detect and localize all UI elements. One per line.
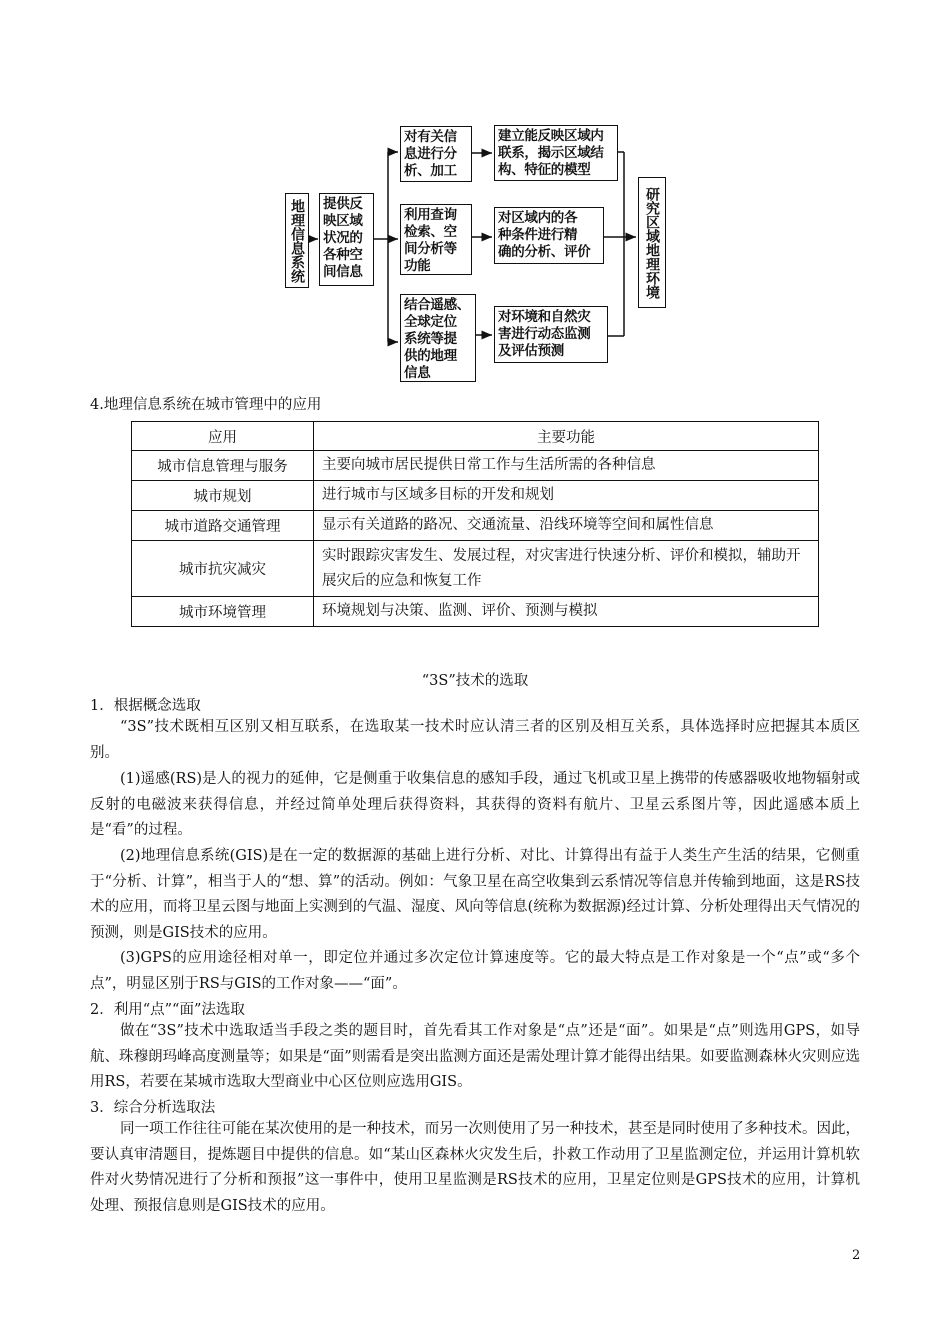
paragraph-3: 同一项工作往往可能在某次使用的是一种技术，而另一次则使用了另一种技术，甚至是同时使用了多种技术。因此，要认真审清题目，提炼题目中提供的信息。如“某山区森林火灾发生后，扑救工作动用了卫星监测定位，并运用计算机软件对火势情况进行了分析和预报”这一事件中，使用卫星监测是RS技术的应用，卫星定位则是GPS技术的应用，计算机处理、预报信息则是GIS技术的应用。: [90, 1121, 860, 1214]
table-row: [132, 597, 819, 627]
gis-label-box: 地理信息系统: [285, 193, 309, 288]
table-cell-func: 实时跟踪灾害发生、发展过程，对灾害进行快速分析、评价和模拟，辅助开展灾后的应急和恢复工作: [314, 541, 819, 597]
table-row: [132, 451, 819, 481]
table-cell-app: 城市道路交通管理: [132, 511, 314, 541]
table-cell-func: 主要向城市居民提供日常工作与生活所需的各种信息: [314, 451, 819, 481]
analysis-box: 对有关信 息进行分 析、加工: [400, 126, 472, 182]
paragraph-1-3: (3)GPS的应用途径相对单一，即定位并通过多次定位计算速度等。它的最大特点是工作对象是一个“点”或“多个点”，明显区别于RS与GIS的工作对象——“面”。: [90, 950, 860, 992]
table-cell-func: 显示有关道路的路况、交通流量、沿线环境等空间和属性信息: [314, 511, 819, 541]
gis-flow-diagram: [0, 0, 950, 400]
paragraph-1: “3S”技术既相互区别又相互联系，在选取某一技术时应认清三者的区别及相互关系，具体选择时应把握其本质区别。: [90, 719, 860, 761]
table-cell-app: 城市环境管理: [132, 597, 314, 627]
heading-3: 3．综合分析选取法: [90, 1100, 216, 1116]
paragraph-2: 做在“3S”技术中选取适当手段之类的题目时，首先看其工作对象是“点”还是“面”。如果是“点”则选用GPS，如导航、珠穆朗玛峰高度测量等；如果是“面”则需看是突出监测方面还是需处理计算才能得出结果。如要监测森林火灾则应选用RS，若要在某城市选取大型商业中心区位则应选用GIS。: [90, 1023, 860, 1090]
section-4-title: 4.地理信息系统在城市管理中的应用: [90, 397, 322, 413]
gis-application-table: [131, 421, 819, 627]
section-3s-title: “3S”技术的选取: [421, 673, 529, 689]
table-row: [132, 541, 819, 597]
table-header-row: [132, 422, 819, 451]
query-box: 利用查询 检索、空 间分析等 功能: [400, 204, 472, 275]
table-row: [132, 481, 819, 511]
table-cell-app: 城市信息管理与服务: [132, 451, 314, 481]
regional-research-box: 研究区域地理环境: [638, 177, 666, 308]
table-row: [132, 511, 819, 541]
paragraph-1-2: (2)地理信息系统(GIS)是在一定的数据源的基础上进行分析、对比、计算得出有益于人类生产生活的结果，它侧重于“分析、计算”，相当于人的“想、算”的活动。例如：气象卫星在高空收集到云系情况等信息并传输到地面，这是RS技术的应用，而将卫星云图与地面上实测到的气温、湿度、风向等信息(统称为数据源)经过计算、分析处理得出天气情况的预测，则是GIS技术的应用。: [90, 848, 860, 941]
table-cell-func: 环境规划与决策、监测、评价、预测与模拟: [314, 597, 819, 627]
evaluation-box: 对区域内的各 种条件进行精 确的分析、评价: [494, 207, 604, 264]
heading-1: 1．根据概念选取: [90, 698, 201, 714]
table-cell-app: 城市规划: [132, 481, 314, 511]
header-application: 应用: [132, 422, 314, 451]
paragraph-1-1: (1)遥感(RS)是人的视力的延伸，它是侧重于收集信息的感知手段，通过飞机或卫星上携带的传感器吸收地物辐射或反射的电磁波来获得信息，并经过简单处理后获得资料，其获得的资料有航片、卫星云系图片等，因此遥感本质上是“看”的过程。: [90, 771, 860, 838]
monitoring-box: 对环境和自然灾 害进行动态监测 及评估预测: [494, 306, 608, 363]
spatial-info-box: 提供反 映区域 状况的 各种空 间信息: [319, 193, 374, 286]
page-number: 2: [852, 1248, 861, 1263]
model-box: 建立能反映区域内 联系，揭示区域结 构、特征的模型: [494, 125, 618, 181]
table-cell-app: 城市抗灾减灾: [132, 541, 314, 597]
header-function: 主要功能: [314, 422, 819, 451]
heading-2: 2．利用“点”“面”法选取: [90, 1002, 245, 1018]
table-cell-func: 进行城市与区域多目标的开发和规划: [314, 481, 819, 511]
rs-gps-box: 结合遥感、 全球定位 系统等提 供的地理 信息: [400, 294, 476, 382]
